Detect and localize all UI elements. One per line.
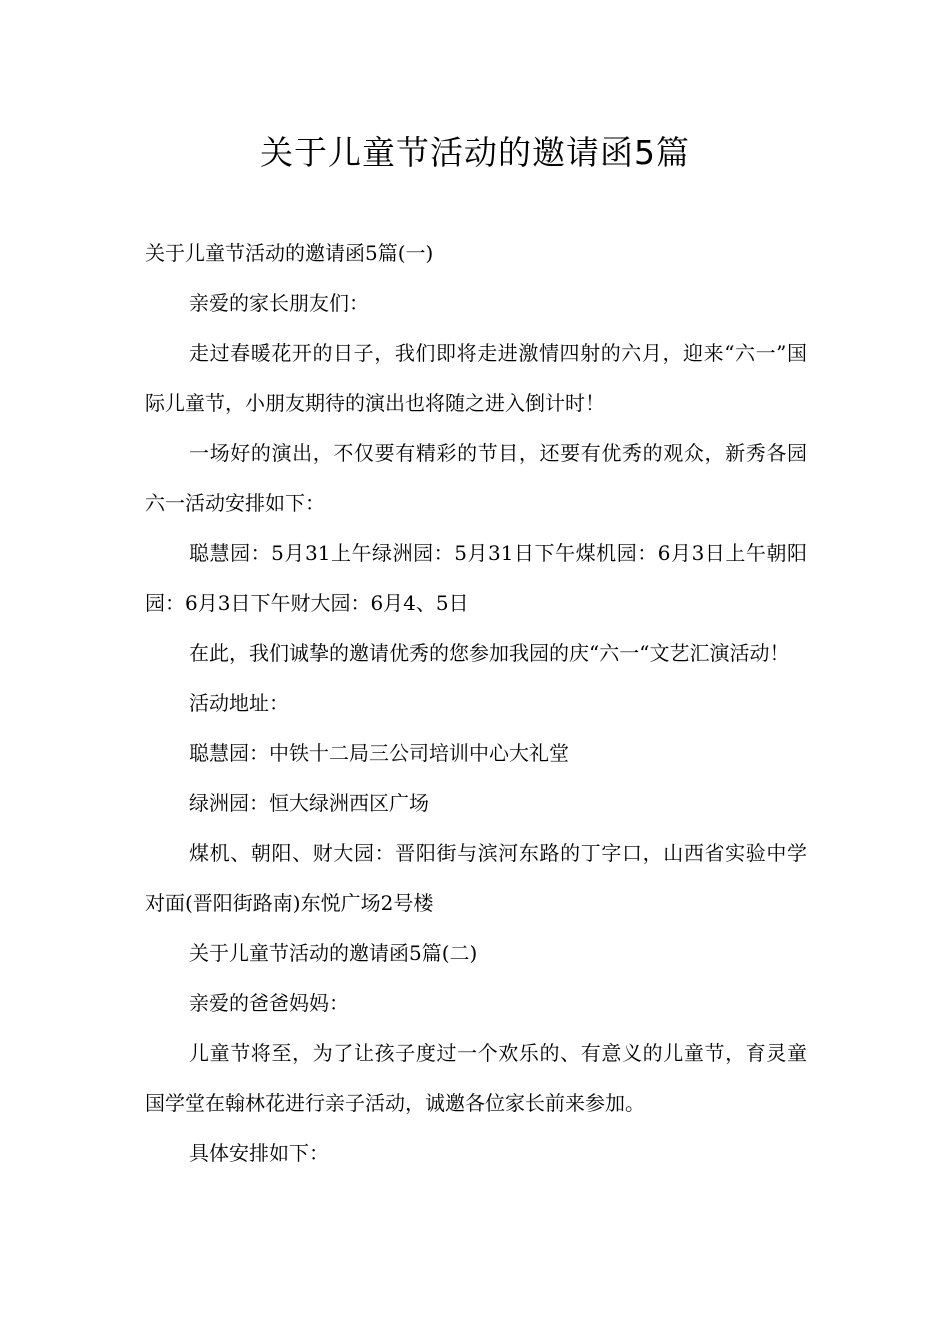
paragraph: 儿童节将至，为了让孩子度过一个欢乐的、有意义的儿童节，育灵童国学堂在翰林花进行亲子活动，诚邀各位家长前来参加。 (145, 1041, 807, 1115)
paragraph: 关于儿童节活动的邀请函5篇(二) (189, 941, 478, 965)
document-body (145, 228, 807, 1178)
paragraph: 聪慧园：5月31上午绿洲园：5月31日下午煤机园：6月3日上午朝阳园：6月3日下午财大园：6月4、5日 (145, 541, 807, 615)
paragraph: 亲爱的爸爸妈妈： (189, 991, 349, 1015)
paragraph: 煤机、朝阳、财大园：晋阳街与滨河东路的丁字口，山西省实验中学对面(晋阳街路南)东悦广场2号楼 (145, 841, 807, 915)
paragraph: 活动地址： (189, 691, 289, 715)
document-title: 关于儿童节活动的邀请函5篇 (260, 133, 690, 172)
paragraph: 在此，我们诚挚的邀请优秀的您参加我园的庆“六一“文艺汇演活动！ (189, 641, 790, 665)
paragraph: 亲爱的家长朋友们： (189, 291, 369, 315)
paragraph: 一场好的演出，不仅要有精彩的节目，还要有优秀的观众，新秀各园六一活动安排如下： (145, 441, 807, 515)
paragraph: 绿洲园：恒大绿洲西区广场 (189, 791, 429, 815)
paragraph: 具体安排如下： (189, 1141, 329, 1165)
paragraph: 走过春暖花开的日子，我们即将走进激情四射的六月，迎来“六一”国际儿童节，小朋友期待的演出也将随之进入倒计时！ (145, 341, 807, 415)
paragraph: 关于儿童节活动的邀请函5篇(一) (145, 241, 434, 265)
paragraph: 聪慧园：中铁十二局三公司培训中心大礼堂 (189, 741, 569, 765)
